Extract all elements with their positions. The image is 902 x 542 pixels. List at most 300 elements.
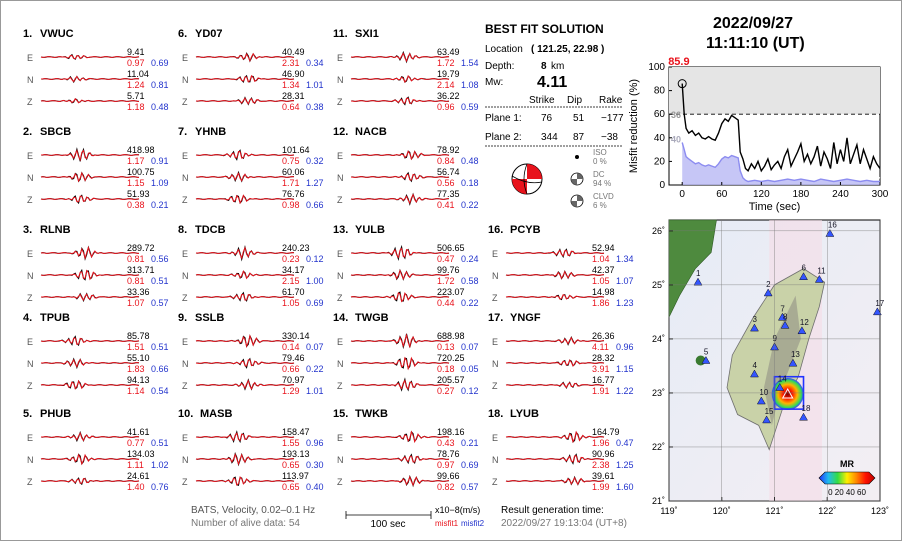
synthetic-trace xyxy=(351,76,449,82)
y-tick-label: 0 xyxy=(659,180,665,191)
station-marker-label: 9 xyxy=(772,333,777,343)
component-label: E xyxy=(337,337,344,347)
misfit1-value: 2.14 xyxy=(437,80,455,90)
component-pct: 0 % xyxy=(593,157,607,166)
synthetic-trace xyxy=(196,455,294,465)
station-number: 1. xyxy=(23,28,33,40)
misfit2-value: 0.69 xyxy=(461,460,479,470)
amplitude-value: 46.90 xyxy=(282,69,305,79)
component-label: N xyxy=(27,173,34,183)
amplitude-value: 205.57 xyxy=(437,375,465,385)
amplitude-value: 418.98 xyxy=(127,145,155,155)
synthetic-trace xyxy=(506,456,604,462)
misfit1-value: 1.29 xyxy=(282,386,300,396)
observed-trace xyxy=(196,432,294,442)
component-name: DC xyxy=(593,170,605,179)
observed-trace xyxy=(506,432,604,442)
misfit1-value: 0.43 xyxy=(437,438,455,448)
misfit1-value: 0.38 xyxy=(127,200,145,210)
observed-trace xyxy=(351,358,449,369)
misfit2-value: 0.22 xyxy=(461,298,479,308)
amplitude-value: 34.17 xyxy=(282,265,305,275)
mw-value: 4.11 xyxy=(537,74,568,91)
misfit1-value: 0.97 xyxy=(127,58,145,68)
event-time: 11:11:10 (UT) xyxy=(706,35,805,52)
amplitude-value: 51.93 xyxy=(127,189,150,199)
misfit1-value: 0.65 xyxy=(282,482,300,492)
misfit2-value: 0.07 xyxy=(461,342,479,352)
synthetic-trace xyxy=(196,294,294,300)
misfit1-value: 1.18 xyxy=(127,102,145,112)
component-label: N xyxy=(27,75,34,85)
synthetic-trace xyxy=(351,477,449,485)
location-label: Location xyxy=(485,44,523,55)
component-label: E xyxy=(492,249,499,259)
misfit1-value: 4.11 xyxy=(592,342,609,352)
station-number: 12. xyxy=(333,126,349,138)
amplitude-value: 19.79 xyxy=(437,69,460,79)
mr-legend-bar xyxy=(819,472,875,484)
station-marker-label: 12 xyxy=(799,317,809,327)
lat-tick-label: 25˚ xyxy=(651,279,665,290)
component-label: Z xyxy=(27,195,33,205)
component-label: Z xyxy=(337,293,343,303)
lon-tick-label: 123˚ xyxy=(870,506,890,516)
amplitude-value: 158.47 xyxy=(282,427,310,437)
synthetic-trace xyxy=(351,174,449,180)
station-code: PHUB xyxy=(40,408,72,420)
misfit1-value: 0.81 xyxy=(127,254,145,264)
misfit1-value: 0.97 xyxy=(437,460,455,470)
station-marker-label: 15 xyxy=(764,406,774,416)
synthetic-trace xyxy=(506,272,604,279)
misfit1-value: 1.96 xyxy=(592,438,610,448)
synthetic-trace xyxy=(196,195,294,203)
y-tick-label: 80 xyxy=(653,85,665,97)
amplitude-value: 99.66 xyxy=(437,471,460,481)
misfit1-value: 1.72 xyxy=(437,276,455,286)
misfit1-value: 0.27 xyxy=(437,386,455,396)
misfit2-value: 1.23 xyxy=(616,298,634,308)
lat-tick-label: 21˚ xyxy=(651,496,665,506)
station-code: TDCB xyxy=(195,224,226,236)
amplitude-value: 24.61 xyxy=(127,471,150,481)
synthetic-trace xyxy=(196,381,294,389)
component-label: E xyxy=(492,337,499,347)
synthetic-trace xyxy=(506,295,604,299)
station-code: LYUB xyxy=(510,408,539,420)
lat-tick-label: 22˚ xyxy=(651,441,665,452)
lat-tick-label: 24˚ xyxy=(651,333,665,344)
station-number: 6. xyxy=(178,28,188,40)
misfit2-value: 0.32 xyxy=(306,156,324,166)
station-number: 16. xyxy=(488,224,504,236)
misfit2-value: 0.12 xyxy=(306,254,324,264)
amplitude-value: 41.61 xyxy=(127,427,150,437)
misfit2-value: 0.51 xyxy=(151,276,169,286)
misfit2-value: 0.38 xyxy=(306,102,324,112)
mw-label: Mw: xyxy=(485,77,504,88)
misfit-heatmap xyxy=(772,378,804,410)
component-label: Z xyxy=(182,195,188,205)
synthetic-trace xyxy=(351,195,449,203)
component-label: N xyxy=(182,271,189,281)
x-tick-label: 120 xyxy=(752,189,770,200)
component-label: N xyxy=(182,455,189,465)
station-code: MASB xyxy=(200,408,233,420)
component-label: E xyxy=(337,53,344,63)
misfit2-value: 0.58 xyxy=(461,276,479,286)
station-code: VWUC xyxy=(40,28,74,40)
misfit1-value: 0.77 xyxy=(127,438,145,448)
best-fit-solution xyxy=(485,22,624,210)
filter-info: BATS, Velocity, 0.02–0.1 Hz xyxy=(191,505,316,516)
event-date: 2022/09/27 xyxy=(713,15,794,32)
component-label: E xyxy=(182,433,189,443)
synthetic-trace xyxy=(41,479,139,484)
misfit1-value: 0.44 xyxy=(437,298,455,308)
station-panel-yd07 xyxy=(178,28,324,112)
misfit1-value: 1.40 xyxy=(127,482,145,492)
misfit1-value: 1.05 xyxy=(592,276,610,286)
lon-tick-label: 122˚ xyxy=(818,506,837,516)
amplitude-value: 506.65 xyxy=(437,243,465,253)
component-label: N xyxy=(492,359,499,369)
component-label: Z xyxy=(337,97,343,107)
misfit2-value: 0.51 xyxy=(151,342,169,352)
misfit2-value: 0.54 xyxy=(151,386,169,396)
station-panel-twkb xyxy=(333,408,479,492)
component-label: N xyxy=(27,359,34,369)
misfit2-value: 0.57 xyxy=(151,298,169,308)
component-label: E xyxy=(337,151,344,161)
station-marker-label: 8 xyxy=(783,312,788,322)
misfit1-value: 1.55 xyxy=(282,438,300,448)
component-label: N xyxy=(182,173,189,183)
lat-tick-label: 26˚ xyxy=(651,225,665,236)
lat-tick-label: 23˚ xyxy=(651,387,665,398)
synthetic-trace xyxy=(196,76,294,82)
amplitude-value: 55.10 xyxy=(127,353,150,363)
component-label: N xyxy=(337,75,344,85)
misfit1-value: 0.14 xyxy=(282,342,300,352)
misfit2-value: 0.24 xyxy=(461,254,479,264)
component-quadrant xyxy=(577,173,583,179)
misfit1-value: 0.41 xyxy=(437,200,455,210)
amplitude-value: 289.72 xyxy=(127,243,155,253)
y-tick-label: 100 xyxy=(648,62,665,73)
amplitude-value: 11.04 xyxy=(127,69,149,79)
x-tick-label: 0 xyxy=(679,189,685,200)
y-tick-label: 20 xyxy=(653,156,665,168)
synthetic-trace xyxy=(41,271,139,280)
misfit2-value: 1.08 xyxy=(461,80,479,90)
amplitude-value: 78.92 xyxy=(437,145,460,155)
misfit1-value: 1.72 xyxy=(437,58,455,68)
synthetic-trace xyxy=(196,360,294,366)
misfit1-value: 0.84 xyxy=(437,156,455,166)
component-label: Z xyxy=(492,381,498,391)
station-panel-lyub xyxy=(488,408,634,492)
misfit2-value: 0.56 xyxy=(151,254,169,264)
misfit1-value: 1.15 xyxy=(127,178,145,188)
amplitude-value: 688.98 xyxy=(437,331,465,341)
misfit2-value: 1.60 xyxy=(616,482,634,492)
component-label: E xyxy=(182,53,189,63)
amplitude-value: 330.14 xyxy=(282,331,310,341)
component-label: E xyxy=(337,433,344,443)
amplitude-value: 60.06 xyxy=(282,167,305,177)
misfit1-value: 0.96 xyxy=(437,102,455,112)
plane-rake: −177 xyxy=(601,113,624,124)
generation-time: 2022/09/27 19:13:04 (UT+8) xyxy=(501,518,627,529)
misfit2-value: 0.12 xyxy=(461,386,479,396)
generation-label: Result generation time: xyxy=(501,505,604,516)
synthetic-trace xyxy=(196,98,294,104)
station-marker-label: 5 xyxy=(703,347,709,357)
x-tick-label: 60 xyxy=(716,189,728,200)
amplitude-value: 61.70 xyxy=(282,287,305,297)
amplitude-value: 99.76 xyxy=(437,265,460,275)
misfit1-value: 0.66 xyxy=(282,364,300,374)
amplitude-value: 313.71 xyxy=(127,265,155,275)
component-label: E xyxy=(182,151,189,161)
synthetic-trace xyxy=(351,432,449,442)
misfit2-value: 0.57 xyxy=(461,482,479,492)
time-scale-label: 100 sec xyxy=(370,519,406,530)
synthetic-trace xyxy=(351,271,449,279)
component-quadrant xyxy=(577,195,583,201)
synthetic-trace xyxy=(506,338,604,344)
amplitude-value: 77.35 xyxy=(437,189,460,199)
synthetic-trace xyxy=(41,99,139,103)
component-label: N xyxy=(492,271,499,281)
component-pct: 94 % xyxy=(593,179,612,188)
misfit2-value: 1.09 xyxy=(151,178,169,188)
misfit2-value: 0.48 xyxy=(461,156,479,166)
amplitude-value: 36.22 xyxy=(437,91,460,101)
component-label: Z xyxy=(492,477,498,487)
observed-trace xyxy=(351,379,449,390)
misfit2-value: 0.81 xyxy=(151,80,169,90)
station-map xyxy=(652,220,889,516)
misfit2-value: 0.40 xyxy=(306,482,324,492)
component-label: E xyxy=(492,433,499,443)
observed-trace xyxy=(41,149,139,161)
misfit2-value: 0.91 xyxy=(151,156,169,166)
synthetic-trace xyxy=(41,196,139,202)
misfit1-value: 1.17 xyxy=(127,156,145,166)
component-label: Z xyxy=(492,293,498,303)
amplitude-value: 134.03 xyxy=(127,449,155,459)
misfit1-value: 1.86 xyxy=(592,298,610,308)
lon-tick-label: 119˚ xyxy=(660,506,678,516)
synthetic-trace xyxy=(196,54,294,61)
misfit1-value: 1.34 xyxy=(282,80,300,90)
station-number: 7. xyxy=(178,126,188,138)
plane-label: Plane 1: xyxy=(485,113,522,124)
station-marker-label: 11 xyxy=(817,266,826,276)
observed-trace xyxy=(41,76,139,82)
beachball-quadrant xyxy=(527,164,542,179)
mr-legend-ticks: 0 20 40 60 xyxy=(828,488,866,497)
station-marker-label: 18 xyxy=(801,404,811,414)
amplitude-value: 76.76 xyxy=(282,189,305,199)
table-header: Rake xyxy=(599,95,623,106)
station-code: RLNB xyxy=(40,224,71,236)
component-label: N xyxy=(337,173,344,183)
station-code: YULB xyxy=(355,224,385,236)
x-axis-label: Time (sec) xyxy=(748,201,801,213)
misfit1-value: 0.75 xyxy=(282,156,300,166)
component-label: N xyxy=(182,75,189,85)
component-label: Z xyxy=(182,477,188,487)
component-quadrant xyxy=(571,201,577,207)
station-panel-phub xyxy=(23,408,169,492)
station-panel-tpub xyxy=(23,312,169,396)
misfit2-value: 1.34 xyxy=(616,254,634,264)
component-label: N xyxy=(182,359,189,369)
station-number: 2. xyxy=(23,126,33,138)
lon-tick-label: 121˚ xyxy=(765,506,784,516)
component-label: N xyxy=(27,455,34,465)
component-label: E xyxy=(27,433,34,443)
station-number: 3. xyxy=(23,224,33,236)
plane-rake: −38 xyxy=(601,132,618,143)
amplitude-value: 28.32 xyxy=(592,353,615,363)
station-panel-tdcb xyxy=(178,224,324,308)
amplitude-value: 14.98 xyxy=(592,287,615,297)
misfit2-value: 1.01 xyxy=(306,80,324,90)
misfit2-value: 0.07 xyxy=(306,342,324,352)
misfit2-value: 0.34 xyxy=(306,58,324,68)
synthetic-trace xyxy=(196,248,294,258)
misfit1-value: 1.99 xyxy=(592,482,610,492)
component-label: N xyxy=(337,271,344,281)
station-number: 11. xyxy=(333,28,348,40)
component-label: Z xyxy=(27,381,33,391)
station-panel-sxi1 xyxy=(333,28,479,112)
station-marker-label: 7 xyxy=(780,304,785,314)
left-label: 36 xyxy=(671,110,682,121)
amplitude-value: 78.76 xyxy=(437,449,460,459)
station-panel-yulb xyxy=(333,224,479,308)
misfit1-value: 0.56 xyxy=(437,178,455,188)
station-number: 14. xyxy=(333,312,349,324)
amplitude-value: 240.23 xyxy=(282,243,310,253)
synthetic-trace xyxy=(351,151,449,159)
synthetic-trace xyxy=(41,248,139,259)
station-code: TWGB xyxy=(355,312,389,324)
misfit1-legend: misfit1 xyxy=(435,519,459,528)
location-value: ( 121.25, 22.98 ) xyxy=(531,44,605,55)
misfit2-value: 1.25 xyxy=(616,460,634,470)
component-label: Z xyxy=(27,97,33,107)
station-code: TPUB xyxy=(40,312,70,324)
amplitude-value: 33.36 xyxy=(127,287,150,297)
station-panel-nacb xyxy=(333,126,479,210)
misfit1-value: 1.24 xyxy=(127,80,145,90)
synthetic-trace xyxy=(196,477,294,485)
misfit-reduction-chart xyxy=(628,56,889,213)
misfit2-value: 0.51 xyxy=(151,438,169,448)
amplitude-value: 90.96 xyxy=(592,449,615,459)
station-code: SBCB xyxy=(40,126,72,138)
misfit1-value: 0.98 xyxy=(282,200,300,210)
station-number: 8. xyxy=(178,224,188,236)
misfit2-value: 1.07 xyxy=(616,276,634,286)
misfit2-value: 1.01 xyxy=(306,386,324,396)
misfit1-value: 1.83 xyxy=(127,364,145,374)
station-number: 17. xyxy=(488,312,504,324)
depth-unit: km xyxy=(551,61,565,72)
misfit1-value: 0.65 xyxy=(282,460,300,470)
misfit2-value: 1.02 xyxy=(151,460,169,470)
amplitude-value: 100.75 xyxy=(127,167,155,177)
amplitude-value: 720.25 xyxy=(437,353,465,363)
misfit1-value: 1.07 xyxy=(127,298,145,308)
misfit2-value: 0.05 xyxy=(461,364,479,374)
misfit1-value: 0.23 xyxy=(282,254,300,264)
misfit2-value: 0.69 xyxy=(306,298,324,308)
y-axis-label: Misfit reduction (%) xyxy=(628,78,640,174)
component-name: ISO xyxy=(593,148,607,157)
misfit1-value: 0.18 xyxy=(437,364,455,374)
misfit1-value: 0.64 xyxy=(282,102,300,112)
station-panel-sslb xyxy=(178,312,324,396)
misfit2-value: 0.69 xyxy=(151,58,169,68)
amplitude-value: 26.36 xyxy=(592,331,615,341)
station-code: PCYB xyxy=(510,224,541,236)
amplitude-value: 28.31 xyxy=(282,91,305,101)
component-label: E xyxy=(27,151,34,161)
misfit2-value: 0.21 xyxy=(151,200,169,210)
misfit2-value: 0.76 xyxy=(151,482,169,492)
station-number: 5. xyxy=(23,408,33,420)
focal-mechanism-beachball xyxy=(512,164,542,194)
report-figure xyxy=(1,1,902,542)
station-panel-yhnb xyxy=(178,126,324,210)
amplitude-value: 113.97 xyxy=(282,471,309,481)
misfit2-value: 0.21 xyxy=(461,438,479,448)
iso-symbol xyxy=(575,155,579,159)
mr-legend-title: MR xyxy=(840,459,854,469)
station-marker-label: 13 xyxy=(790,350,800,360)
misfit2-value: 0.48 xyxy=(151,102,169,112)
component-label: E xyxy=(182,249,189,259)
station-panel-twgb xyxy=(333,312,479,396)
station-marker-label: 2 xyxy=(766,279,771,289)
station-number: 15. xyxy=(333,408,349,420)
amplitude-value: 79.46 xyxy=(282,353,305,363)
amplitude-value: 52.94 xyxy=(592,243,615,253)
component-label: Z xyxy=(337,195,343,205)
amplitude-value: 193.13 xyxy=(282,449,310,459)
station-code: TWKB xyxy=(355,408,388,420)
misfit1-value: 1.71 xyxy=(282,178,300,188)
misfit2-value: 0.96 xyxy=(306,438,324,448)
component-quadrant xyxy=(571,179,577,185)
synthetic-trace xyxy=(41,455,139,464)
station-marker-label: 3 xyxy=(752,315,757,325)
component-label: Z xyxy=(337,477,343,487)
station-code: SXI1 xyxy=(355,28,379,40)
station-number: 13. xyxy=(333,224,349,236)
component-label: Z xyxy=(27,477,33,487)
misfit2-value: 0.66 xyxy=(151,364,169,374)
station-marker-label: 10 xyxy=(759,388,769,398)
station-code: SSLB xyxy=(195,312,225,324)
